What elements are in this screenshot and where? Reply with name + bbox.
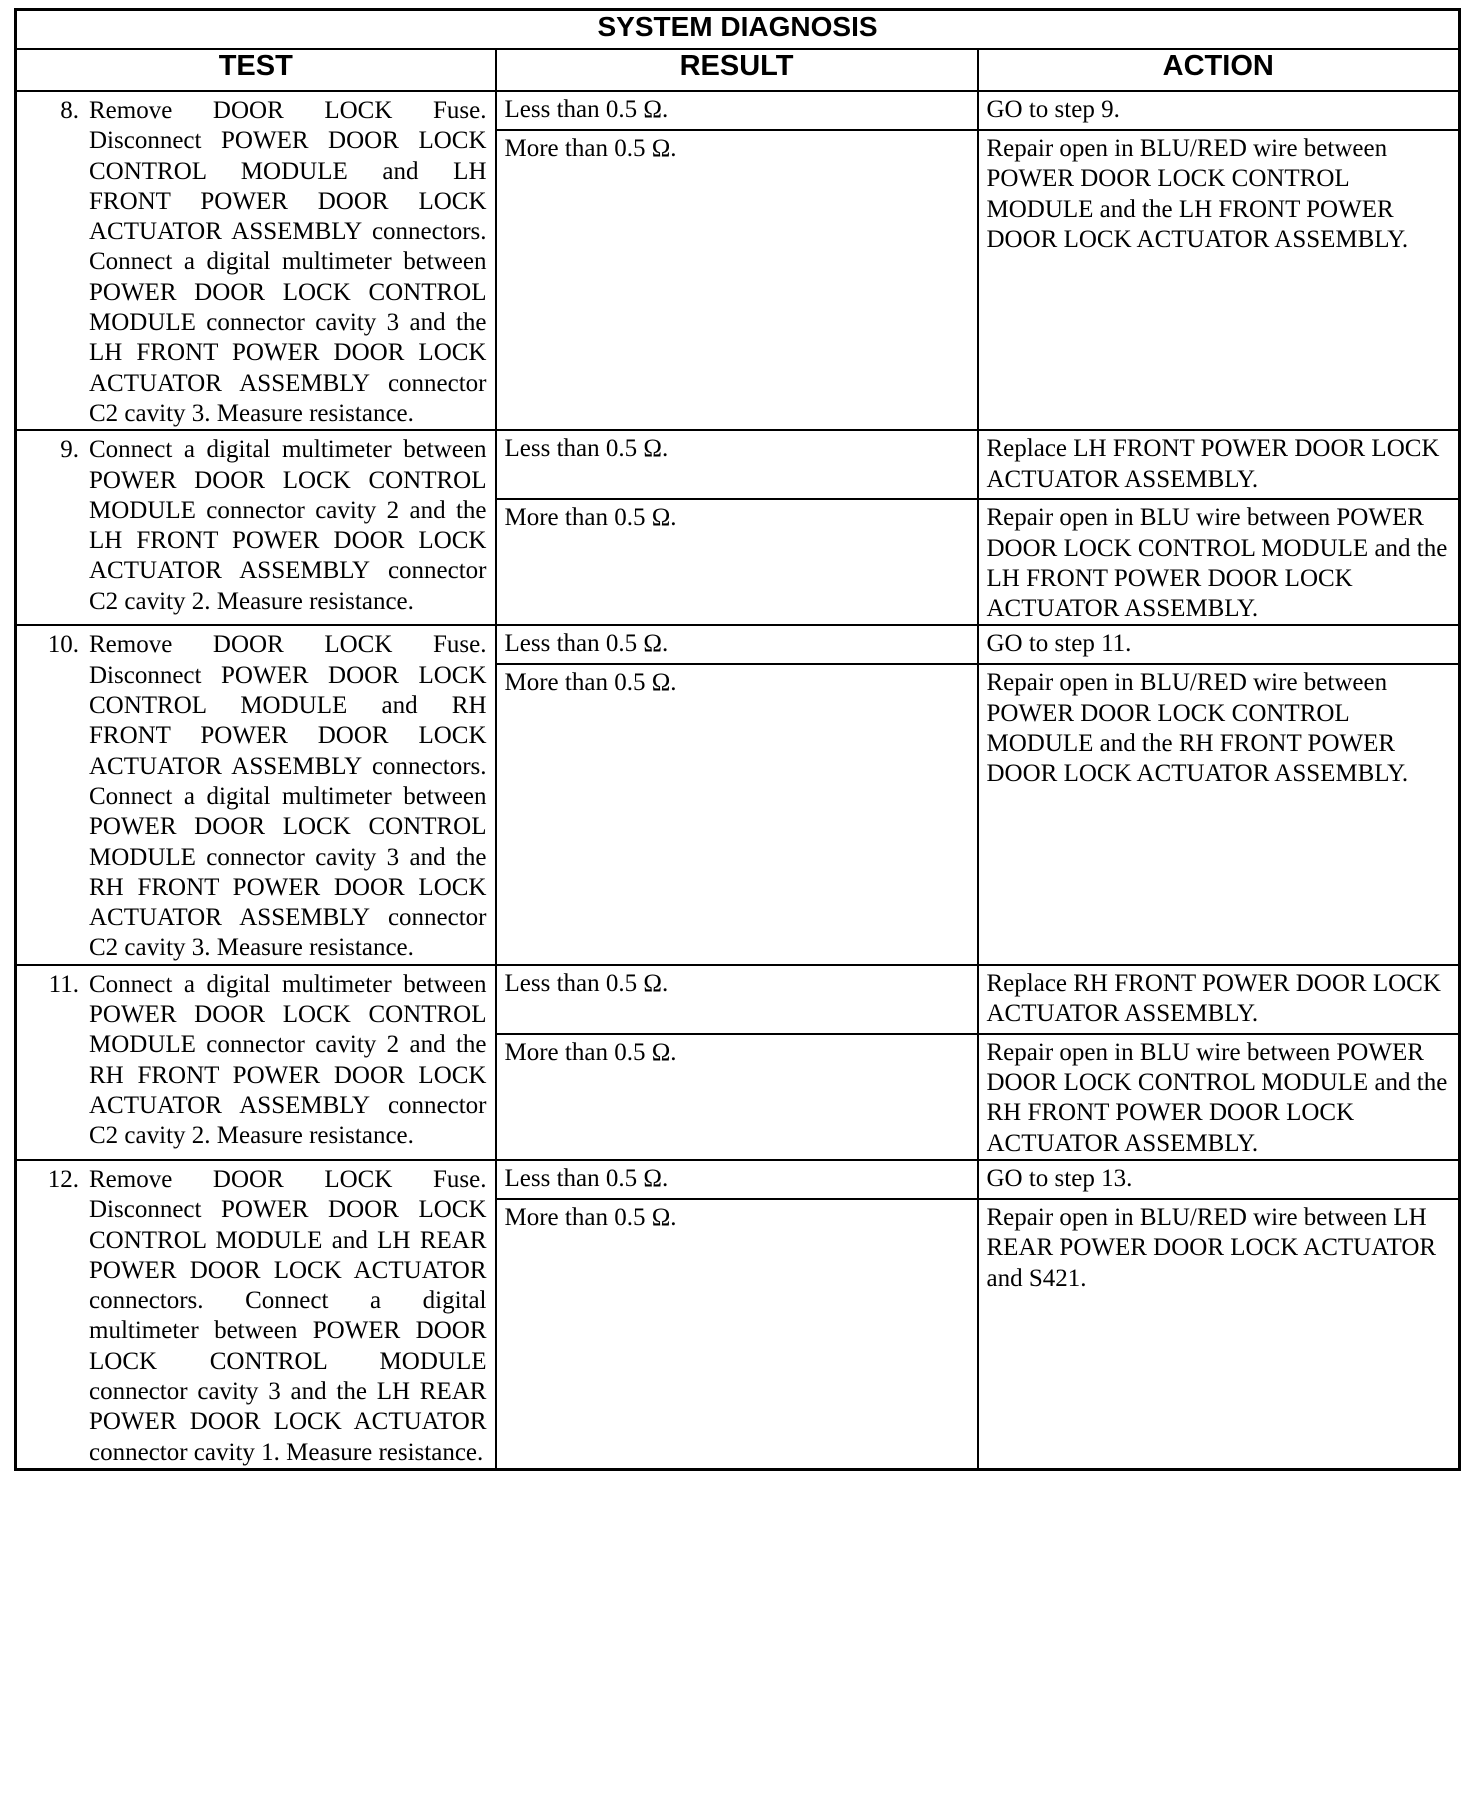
column-header-action: ACTION [978,49,1460,91]
table-row [16,91,1460,130]
result-cell: Less than 0.5 Ω. [496,430,978,499]
action-cell: Repair open in BLU wire between POWER DOOR LOCK CONTROL MODULE and the RH FRONT POWER DOOR LOCK ACTUATOR ASSEMBLY. [978,1034,1460,1160]
test-cell [16,965,496,1160]
action-cell: Repair open in BLU/RED wire between POWER DOOR LOCK CONTROL MODULE and the RH FRONT POWER DOOR LOCK ACTUATOR ASSEMBLY. [978,664,1460,964]
table-row [16,430,1460,499]
action-cell: GO to step 9. [978,91,1460,130]
step-number: 12. [47,1165,79,1193]
action-cell: Repair open in BLU/RED wire between LH REAR POWER DOOR LOCK ACTUATOR and S421. [978,1199,1460,1469]
test-cell [16,1160,496,1469]
result-cell: More than 0.5 Ω. [496,1034,978,1160]
table-row [16,1160,1460,1199]
test-procedure: Remove DOOR LOCK Fuse. Disconnect POWER DOOR LOCK CONTROL MODULE and LH REAR POWER DOOR LOCK ACTUATOR connectors. Connect a digital multimeter between POWER DOOR LOCK CONTROL MODULE connector cavity 3 and the LH REAR POWER DOOR LOCK ACTUATOR connector cavity 1. Measure resistance. [89,1165,487,1466]
step-number: 8. [60,97,79,124]
step-number: 9. [60,436,79,464]
result-cell: Less than 0.5 Ω. [496,625,978,664]
system-diagnosis-table [14,8,1461,1471]
action-cell: GO to step 11. [978,625,1460,664]
result-cell: Less than 0.5 Ω. [496,1160,978,1199]
test-procedure: Connect a digital multimeter between POWER DOOR LOCK CONTROL MODULE connector cavity 2 and the LH FRONT POWER DOOR LOCK ACTUATOR ASSEMBLY connector C2 cavity 2. Measure resistance. [89,436,487,615]
result-cell: Less than 0.5 Ω. [496,91,978,130]
test-cell [16,91,496,430]
result-cell: More than 0.5 Ω. [496,130,978,430]
action-cell: GO to step 13. [978,1160,1460,1199]
column-header-result: RESULT [496,49,978,91]
test-cell [16,625,496,964]
action-cell: Repair open in BLU wire between POWER DOOR LOCK CONTROL MODULE and the LH FRONT POWER DOOR LOCK ACTUATOR ASSEMBLY. [978,499,1460,625]
result-cell: More than 0.5 Ω. [496,664,978,964]
result-cell: More than 0.5 Ω. [496,499,978,625]
step-number: 10. [47,631,79,659]
test-procedure: Remove DOOR LOCK Fuse. Disconnect POWER DOOR LOCK CONTROL MODULE and RH FRONT POWER DOOR LOCK ACTUATOR ASSEMBLY connectors. Connect a digital multimeter between POWER DOOR LOCK CONTROL MODULE connector cavity 3 and the RH FRONT POWER DOOR LOCK ACTUATOR ASSEMBLY connector C2 cavity 3. Measure resistance. [89,631,487,962]
test-procedure: Remove DOOR LOCK Fuse. Disconnect POWER DOOR LOCK CONTROL MODULE and LH FRONT POWER DOOR LOCK ACTUATOR ASSEMBLY connectors. Connect a digital multimeter between POWER DOOR LOCK CONTROL MODULE connector cavity 3 and the LH FRONT POWER DOOR LOCK ACTUATOR ASSEMBLY connector C2 cavity 3. Measure resistance. [89,97,487,427]
table-row [16,625,1460,664]
column-header-test: TEST [16,49,496,91]
action-cell: Replace RH FRONT POWER DOOR LOCK ACTUATOR ASSEMBLY. [978,965,1460,1034]
action-cell: Replace LH FRONT POWER DOOR LOCK ACTUATOR ASSEMBLY. [978,430,1460,499]
result-cell: More than 0.5 Ω. [496,1199,978,1469]
action-cell: Repair open in BLU/RED wire between POWER DOOR LOCK CONTROL MODULE and the LH FRONT POWER DOOR LOCK ACTUATOR ASSEMBLY. [978,130,1460,430]
step-number: 11. [48,970,79,998]
table-title: SYSTEM DIAGNOSIS [16,10,1460,50]
test-cell [16,430,496,625]
table-row [16,965,1460,1034]
result-cell: Less than 0.5 Ω. [496,965,978,1034]
test-procedure: Connect a digital multimeter between POWER DOOR LOCK CONTROL MODULE connector cavity 2 and the RH FRONT POWER DOOR LOCK ACTUATOR ASSEMBLY connector C2 cavity 2. Measure resistance. [89,970,487,1150]
